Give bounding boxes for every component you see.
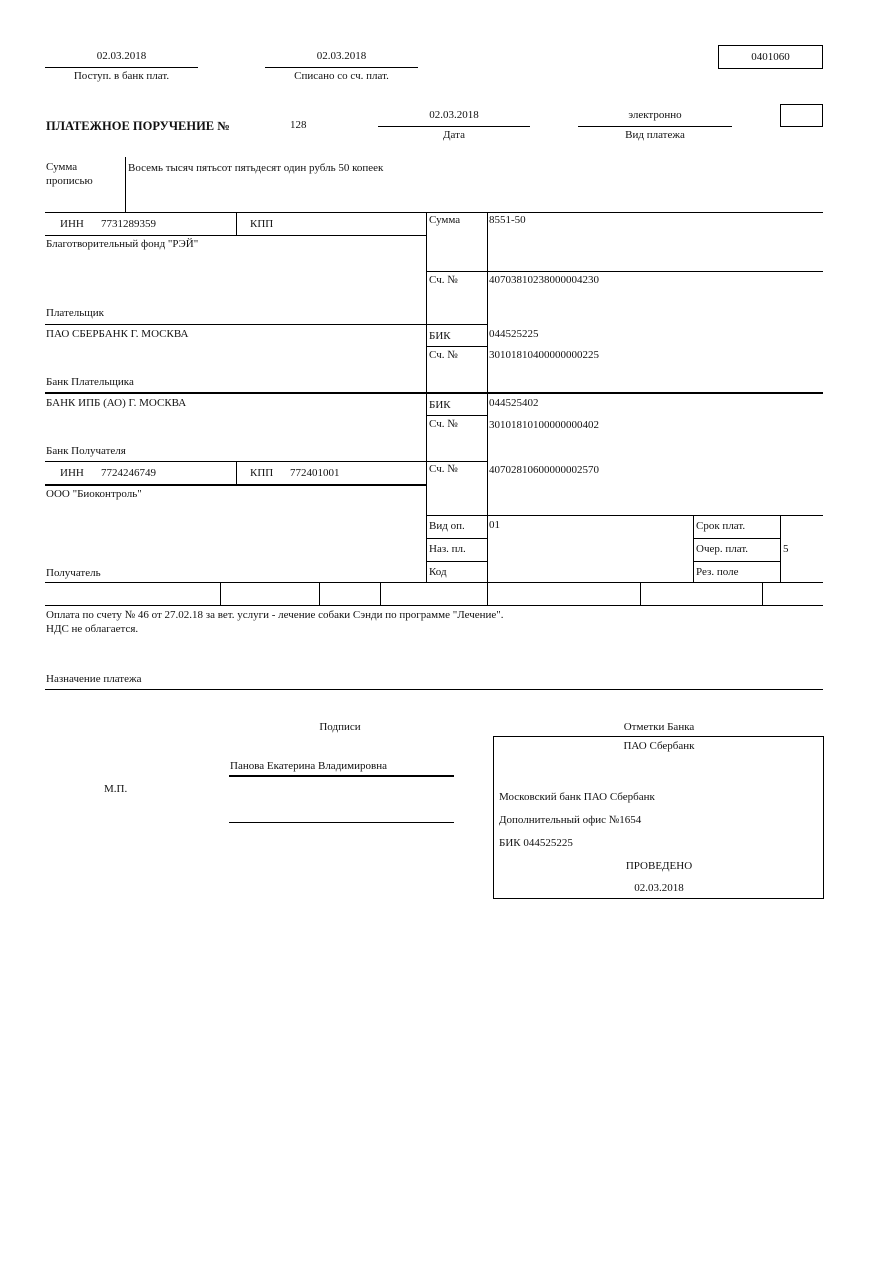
status-box — [780, 104, 823, 127]
payer-name: Благотворительный фонд "РЭЙ" — [46, 238, 199, 250]
payee-account-label: Сч. № — [429, 463, 458, 475]
payer-bank-account: 30101810400000000225 — [489, 349, 599, 361]
reserve-label: Рез. поле — [696, 566, 739, 578]
priority-value: 5 — [783, 543, 789, 555]
bank-marks-label: Отметки Банка — [623, 721, 695, 733]
divider — [578, 126, 732, 127]
sum-label: Сумма — [429, 214, 461, 226]
divider — [762, 582, 763, 605]
payee-account: 40702810600000002570 — [489, 464, 599, 476]
divider — [45, 67, 198, 68]
divider — [380, 582, 381, 605]
purpose-code-label: Наз. пл. — [429, 543, 466, 555]
divider — [426, 538, 487, 539]
divider — [45, 689, 823, 690]
payment-type-label: Вид платежа — [625, 129, 685, 141]
payee-bank-bik: 044525402 — [489, 397, 539, 409]
payee-inn-label: ИНН — [60, 467, 84, 479]
divider — [426, 271, 823, 272]
payer-label: Плательщик — [46, 307, 104, 319]
divider — [319, 582, 320, 605]
payee-bank-name: БАНК ИПБ (АО) Г. МОСКВА — [46, 397, 187, 409]
divider — [426, 561, 487, 562]
bank-stamp-date: 02.03.2018 — [634, 882, 684, 894]
divider — [693, 561, 780, 562]
payer-bank-name: ПАО СБЕРБАНК Г. МОСКВА — [46, 328, 189, 340]
divider — [45, 605, 823, 606]
payee-name: ООО "Биоконтроль" — [46, 488, 142, 500]
divider — [265, 67, 418, 68]
payment-type: электронно — [628, 109, 682, 121]
divider — [45, 324, 487, 325]
payee-bank-bik-label: БИК — [429, 399, 451, 411]
amount-words-label: Сумма — [46, 161, 78, 173]
divider — [487, 582, 488, 605]
op-type: 01 — [489, 519, 500, 531]
due-label: Срок плат. — [696, 520, 746, 532]
divider — [487, 212, 488, 582]
divider — [426, 346, 487, 347]
divider — [45, 235, 426, 236]
bank-stamp-status: ПРОВЕДЕНО — [625, 860, 693, 872]
bank-stamp-office: Дополнительный офис №1654 — [499, 814, 642, 826]
signature-line — [229, 775, 454, 777]
stamp-label: М.П. — [104, 783, 128, 795]
bank-stamp-branch: Московский банк ПАО Сбербанк — [499, 791, 655, 803]
purpose-label: Назначение платежа — [46, 673, 142, 685]
divider — [426, 415, 487, 416]
payer-bank-account-label: Сч. № — [429, 349, 458, 361]
divider — [45, 484, 426, 486]
divider — [640, 582, 641, 605]
divider — [125, 157, 126, 212]
divider — [426, 212, 427, 582]
document-date: 02.03.2018 — [429, 109, 479, 121]
payer-inn: 7731289359 — [101, 218, 156, 230]
priority-label: Очер. плат. — [696, 543, 749, 555]
debited-date-label: Списано со сч. плат. — [294, 70, 389, 82]
payee-bank-label: Банк Получателя — [46, 445, 126, 457]
divider — [426, 515, 823, 516]
signatures-label: Подписи — [319, 721, 361, 733]
payer-inn-label: ИНН — [60, 218, 84, 230]
divider — [780, 515, 781, 582]
payee-kpp-label: КПП — [250, 467, 274, 479]
divider — [236, 461, 237, 485]
divider — [236, 212, 237, 235]
signature-line-2 — [229, 822, 454, 823]
payee-inn: 7724246749 — [101, 467, 156, 479]
divider — [693, 538, 780, 539]
signer-name: Панова Екатерина Владимировна — [230, 760, 387, 772]
document-date-label: Дата — [443, 129, 465, 141]
amount-words-label-2: прописью — [46, 175, 93, 187]
payer-bank-bik: 044525225 — [489, 328, 539, 340]
payer-bank-bik-label: БИК — [429, 330, 451, 342]
payee-label: Получатель — [46, 567, 101, 579]
document-title: ПЛАТЕЖНОЕ ПОРУЧЕНИЕ № — [46, 119, 230, 133]
divider — [220, 582, 221, 605]
payee-kpp: 772401001 — [290, 467, 340, 479]
payer-account-label: Сч. № — [429, 274, 458, 286]
divider — [693, 515, 694, 582]
payee-bank-account: 30101810100000000402 — [489, 419, 599, 431]
received-date-label: Поступ. в банк плат. — [73, 70, 170, 82]
divider — [45, 461, 487, 462]
divider — [45, 392, 823, 394]
payer-kpp-label: КПП — [250, 218, 274, 230]
divider — [378, 126, 530, 127]
received-date: 02.03.2018 — [96, 50, 147, 62]
payer-bank-label: Банк Плательщика — [46, 376, 134, 388]
bank-stamp-bik: БИК 044525225 — [499, 837, 573, 849]
divider — [45, 212, 823, 213]
bank-stamp-bank: ПАО Сбербанк — [623, 740, 695, 752]
purpose-line-1: Оплата по счету № 46 от 27.02.18 за вет. услуги - лечение собаки Сэнди по программе "Лечение". — [46, 609, 504, 621]
amount-words-value: Восемь тысяч пятьсот пятьдесят один рубль 50 копеек — [128, 162, 384, 174]
op-type-label: Вид оп. — [429, 520, 465, 532]
sum-value: 8551-50 — [489, 214, 526, 226]
payer-account: 40703810238000004230 — [489, 274, 599, 286]
document-number: 128 — [290, 119, 307, 131]
payee-bank-account-label: Сч. № — [429, 418, 458, 430]
code-label: Код — [429, 566, 447, 578]
purpose-line-2: НДС не облагается. — [46, 623, 139, 635]
divider — [45, 582, 823, 583]
form-code: 0401060 — [718, 45, 823, 69]
debited-date: 02.03.2018 — [316, 50, 367, 62]
